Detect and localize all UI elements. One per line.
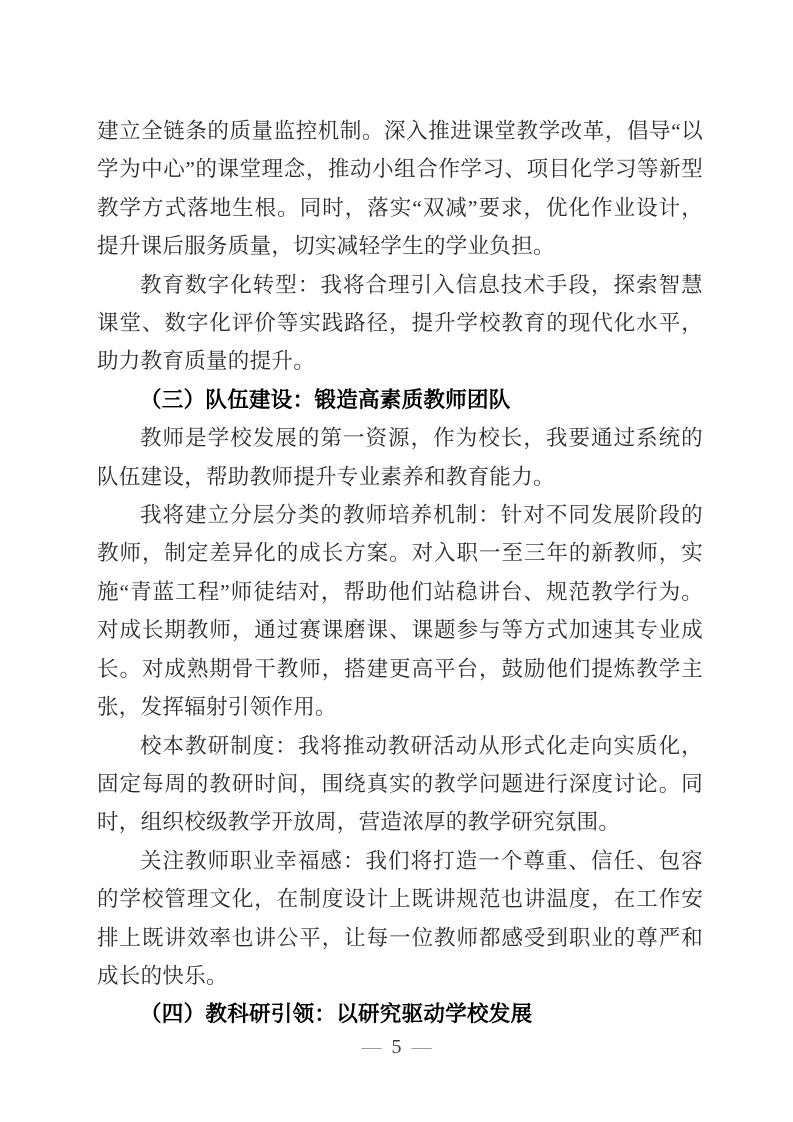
body-paragraph: 教师是学校发展的第一资源，作为校长，我要通过系统的队伍建设，帮助教师提升专业素养和教育能力。 [97, 426, 703, 489]
footer-dash-right: — [411, 1036, 432, 1058]
body-paragraph: 我将建立分层分类的教师培养机制：针对不同发展阶段的教师，制定差异化的成长方案。对入职一至三年的新教师，实施“青蓝工程”师徒结对，帮助他们站稳讲台、规范教学行为。对成长期教师，通过赛课磨课、课题参与等方式加速其专业成长。对成熟期骨干教师，搭建更高平台，鼓励他们提炼教学主张，发挥辐射引领作用。 [97, 503, 703, 720]
section-heading: （三）队伍建设：锻造高素质教师团队 [140, 387, 511, 412]
footer-dash-left: — [361, 1036, 382, 1058]
body-paragraph: 建立全链条的质量监控机制。深入推进课堂教学改革，倡导“以学为中心”的课堂理念，推动小组合作学习、项目化学习等新型教学方式落地生根。同时，落实“双减”要求，优化作业设计，提升课后服务质量，切实减轻学生的学业负担。 [97, 119, 703, 259]
document-body [97, 112, 703, 1034]
body-paragraph: 关注教师职业幸福感：我们将打造一个尊重、信任、包容的学校管理文化，在制度设计上既讲规范也讲温度，在工作安排上既讲效率也讲公平，让每一位教师都感受到职业的尊严和成长的快乐。 [97, 848, 703, 988]
body-paragraph: 教育数字化转型：我将合理引入信息技术手段，探索智慧课堂、数字化评价等实践路径，提升学校教育的现代化水平，助力教育质量的提升。 [97, 272, 703, 374]
page-number: 5 [391, 1036, 402, 1058]
page-footer [0, 1035, 793, 1059]
body-paragraph: 校本教研制度：我将推动教研活动从形式化走向实质化，固定每周的教研时间，围绕真实的教学问题进行深度讨论。同时，组织校级教学开放周，营造浓厚的教学研究氛围。 [97, 733, 703, 835]
section-heading: （四）教科研引领：以研究驱动学校发展 [140, 1002, 533, 1027]
